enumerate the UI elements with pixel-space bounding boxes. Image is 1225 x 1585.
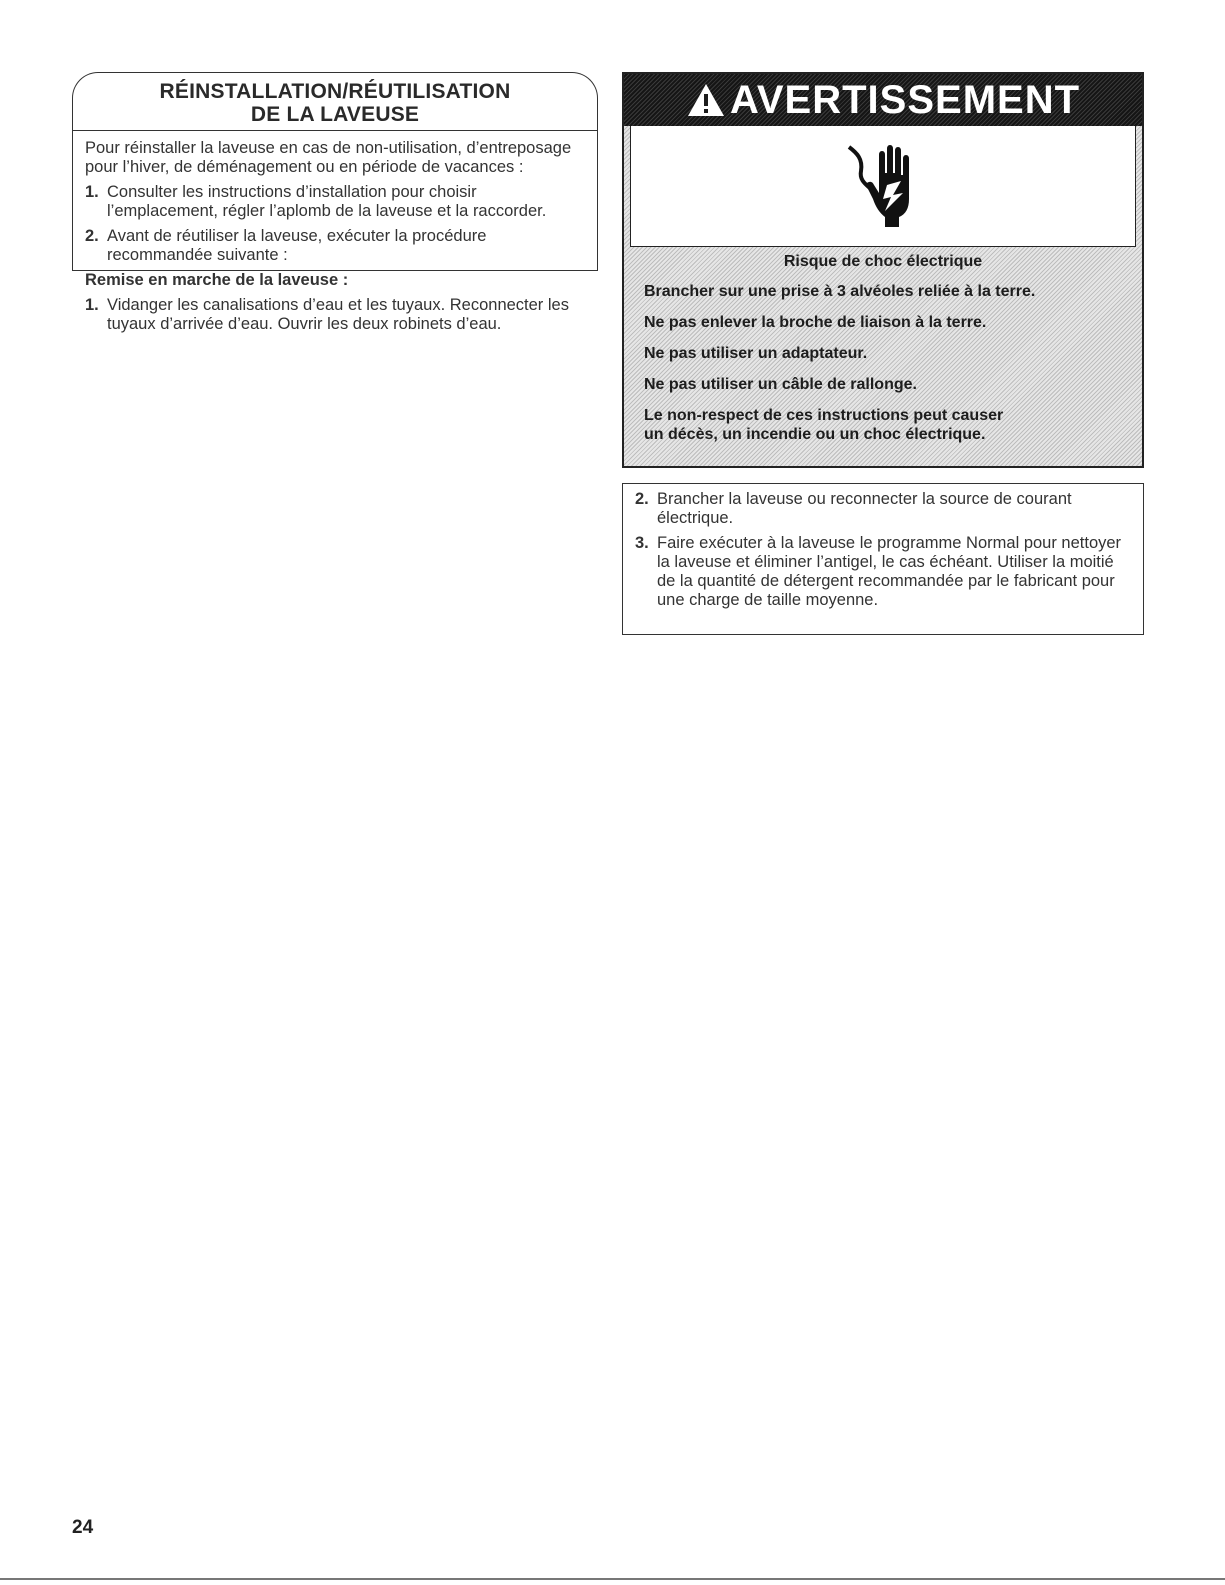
consequence-line2: un décès, un incendie ou un choc électrique. <box>644 426 986 443</box>
warning-line: Ne pas utiliser un adaptateur. <box>644 345 868 362</box>
intro-text: Pour réinstaller la laveuse en cas de non-utilisation, d’entreposage pour l’hiver, de déménagement ou en période de vacances : <box>85 139 572 176</box>
electric-shock-hand-icon <box>843 141 923 231</box>
list-number: 2. <box>635 490 649 508</box>
warning-line: Brancher sur une prise à 3 alvéoles reliée à la terre. <box>644 283 1036 300</box>
list-text: Brancher la laveuse ou reconnecter la source de courant électrique. <box>657 490 1072 527</box>
list-item <box>635 534 1131 610</box>
list-number: 3. <box>635 534 649 552</box>
list-number: 1. <box>85 183 99 201</box>
consequence-line1: Le non-respect de ces instructions peut causer <box>644 407 1004 424</box>
section-title-line1: RÉINSTALLATION/RÉUTILISATION <box>159 80 511 103</box>
section-title <box>72 72 598 130</box>
list-item <box>85 227 587 265</box>
hazard-label: Risque de choc électrique <box>783 253 983 270</box>
list-text: Consulter les instructions d’installation pour choisir l’emplacement, régler l’aplomb de la laveuse et la raccorder. <box>107 183 547 220</box>
list-item <box>85 183 587 221</box>
warning-consequence <box>644 406 1122 444</box>
list-text: Faire exécuter à la laveuse le programme Normal pour nettoyer la laveuse et éliminer l’antigel, le cas échéant. Utiliser la moitié de la quantité de détergent recommandée par le fabricant pour une charge de taille moyenne. <box>657 534 1122 609</box>
list-item <box>85 296 587 334</box>
restart-subhead: Remise en marche de la laveuse : <box>85 271 349 289</box>
warning-line: Ne pas utiliser un câble de rallonge. <box>644 376 917 393</box>
list-number: 1. <box>85 296 99 314</box>
warning-triangle-icon <box>686 82 726 118</box>
warning-header <box>624 74 1142 126</box>
warning-title: AVERTISSEMENT <box>729 77 1081 122</box>
list-item <box>635 490 1131 528</box>
list-text: Avant de réutiliser la laveuse, exécuter la procédure recommandée suivante : <box>107 227 487 264</box>
list-text: Vidanger les canalisations d’eau et les tuyaux. Reconnecter les tuyaux d’arrivée d’eau. Ouvrir les deux robinets d’eau. <box>107 296 569 333</box>
warning-box <box>622 72 1144 468</box>
warning-line: Ne pas enlever la broche de liaison à la terre. <box>644 314 987 331</box>
list-number: 2. <box>85 227 99 245</box>
continued-steps <box>622 483 1144 635</box>
section-title-line2: DE LA LAVEUSE <box>250 103 420 126</box>
reinstall-section <box>72 130 598 333</box>
bottom-rule <box>0 1578 1225 1580</box>
page-number: 24 <box>72 1517 94 1538</box>
